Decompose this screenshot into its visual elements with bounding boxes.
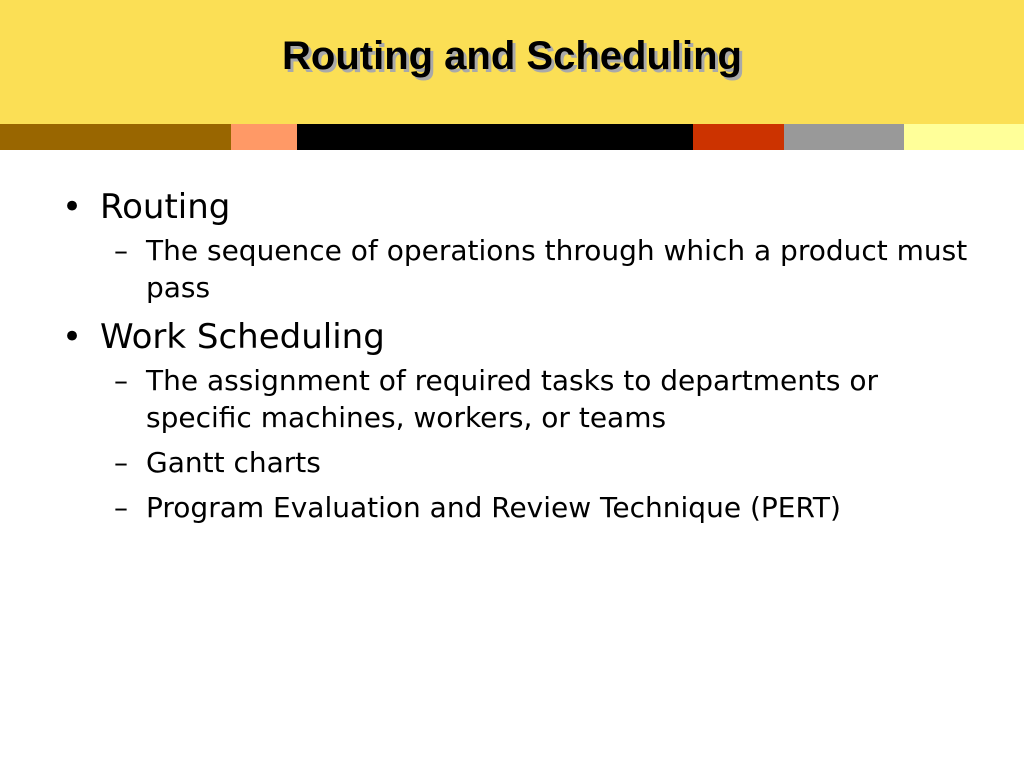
bullet-text: Routing xyxy=(100,187,231,227)
bullet-item xyxy=(62,184,982,230)
dash-icon: – xyxy=(114,234,128,267)
stripe-segment xyxy=(784,124,904,150)
sub-bullet-item xyxy=(62,489,982,526)
stripe-segment xyxy=(231,124,297,150)
sub-bullet-text: Program Evaluation and Review Technique (PERT) xyxy=(146,491,841,524)
stripe-segment xyxy=(904,124,1024,150)
sub-bullet-item xyxy=(62,362,982,436)
title-banner xyxy=(0,0,1024,124)
sub-bullet-item xyxy=(62,444,982,481)
dash-icon: – xyxy=(114,446,128,479)
bullet-item xyxy=(62,314,982,360)
sub-bullet-text: The assignment of required tasks to departments or specific machines, workers, or teams xyxy=(146,364,879,434)
stripe-segment xyxy=(0,124,231,150)
slide-title: Routing and Scheduling xyxy=(282,33,742,78)
dash-icon: – xyxy=(114,364,128,397)
sub-bullet-text: Gantt charts xyxy=(146,446,321,479)
decorative-color-stripe xyxy=(0,124,1024,150)
slide-body xyxy=(62,182,982,534)
stripe-segment xyxy=(693,124,784,150)
stripe-segment xyxy=(297,124,693,150)
dash-icon: – xyxy=(114,491,128,524)
bullet-text: Work Scheduling xyxy=(100,317,385,357)
bullet-dot-icon: • xyxy=(62,187,83,227)
sub-bullet-text: The sequence of operations through which a product must pass xyxy=(146,234,968,304)
bullet-dot-icon: • xyxy=(62,317,83,357)
sub-bullet-item xyxy=(62,232,982,306)
